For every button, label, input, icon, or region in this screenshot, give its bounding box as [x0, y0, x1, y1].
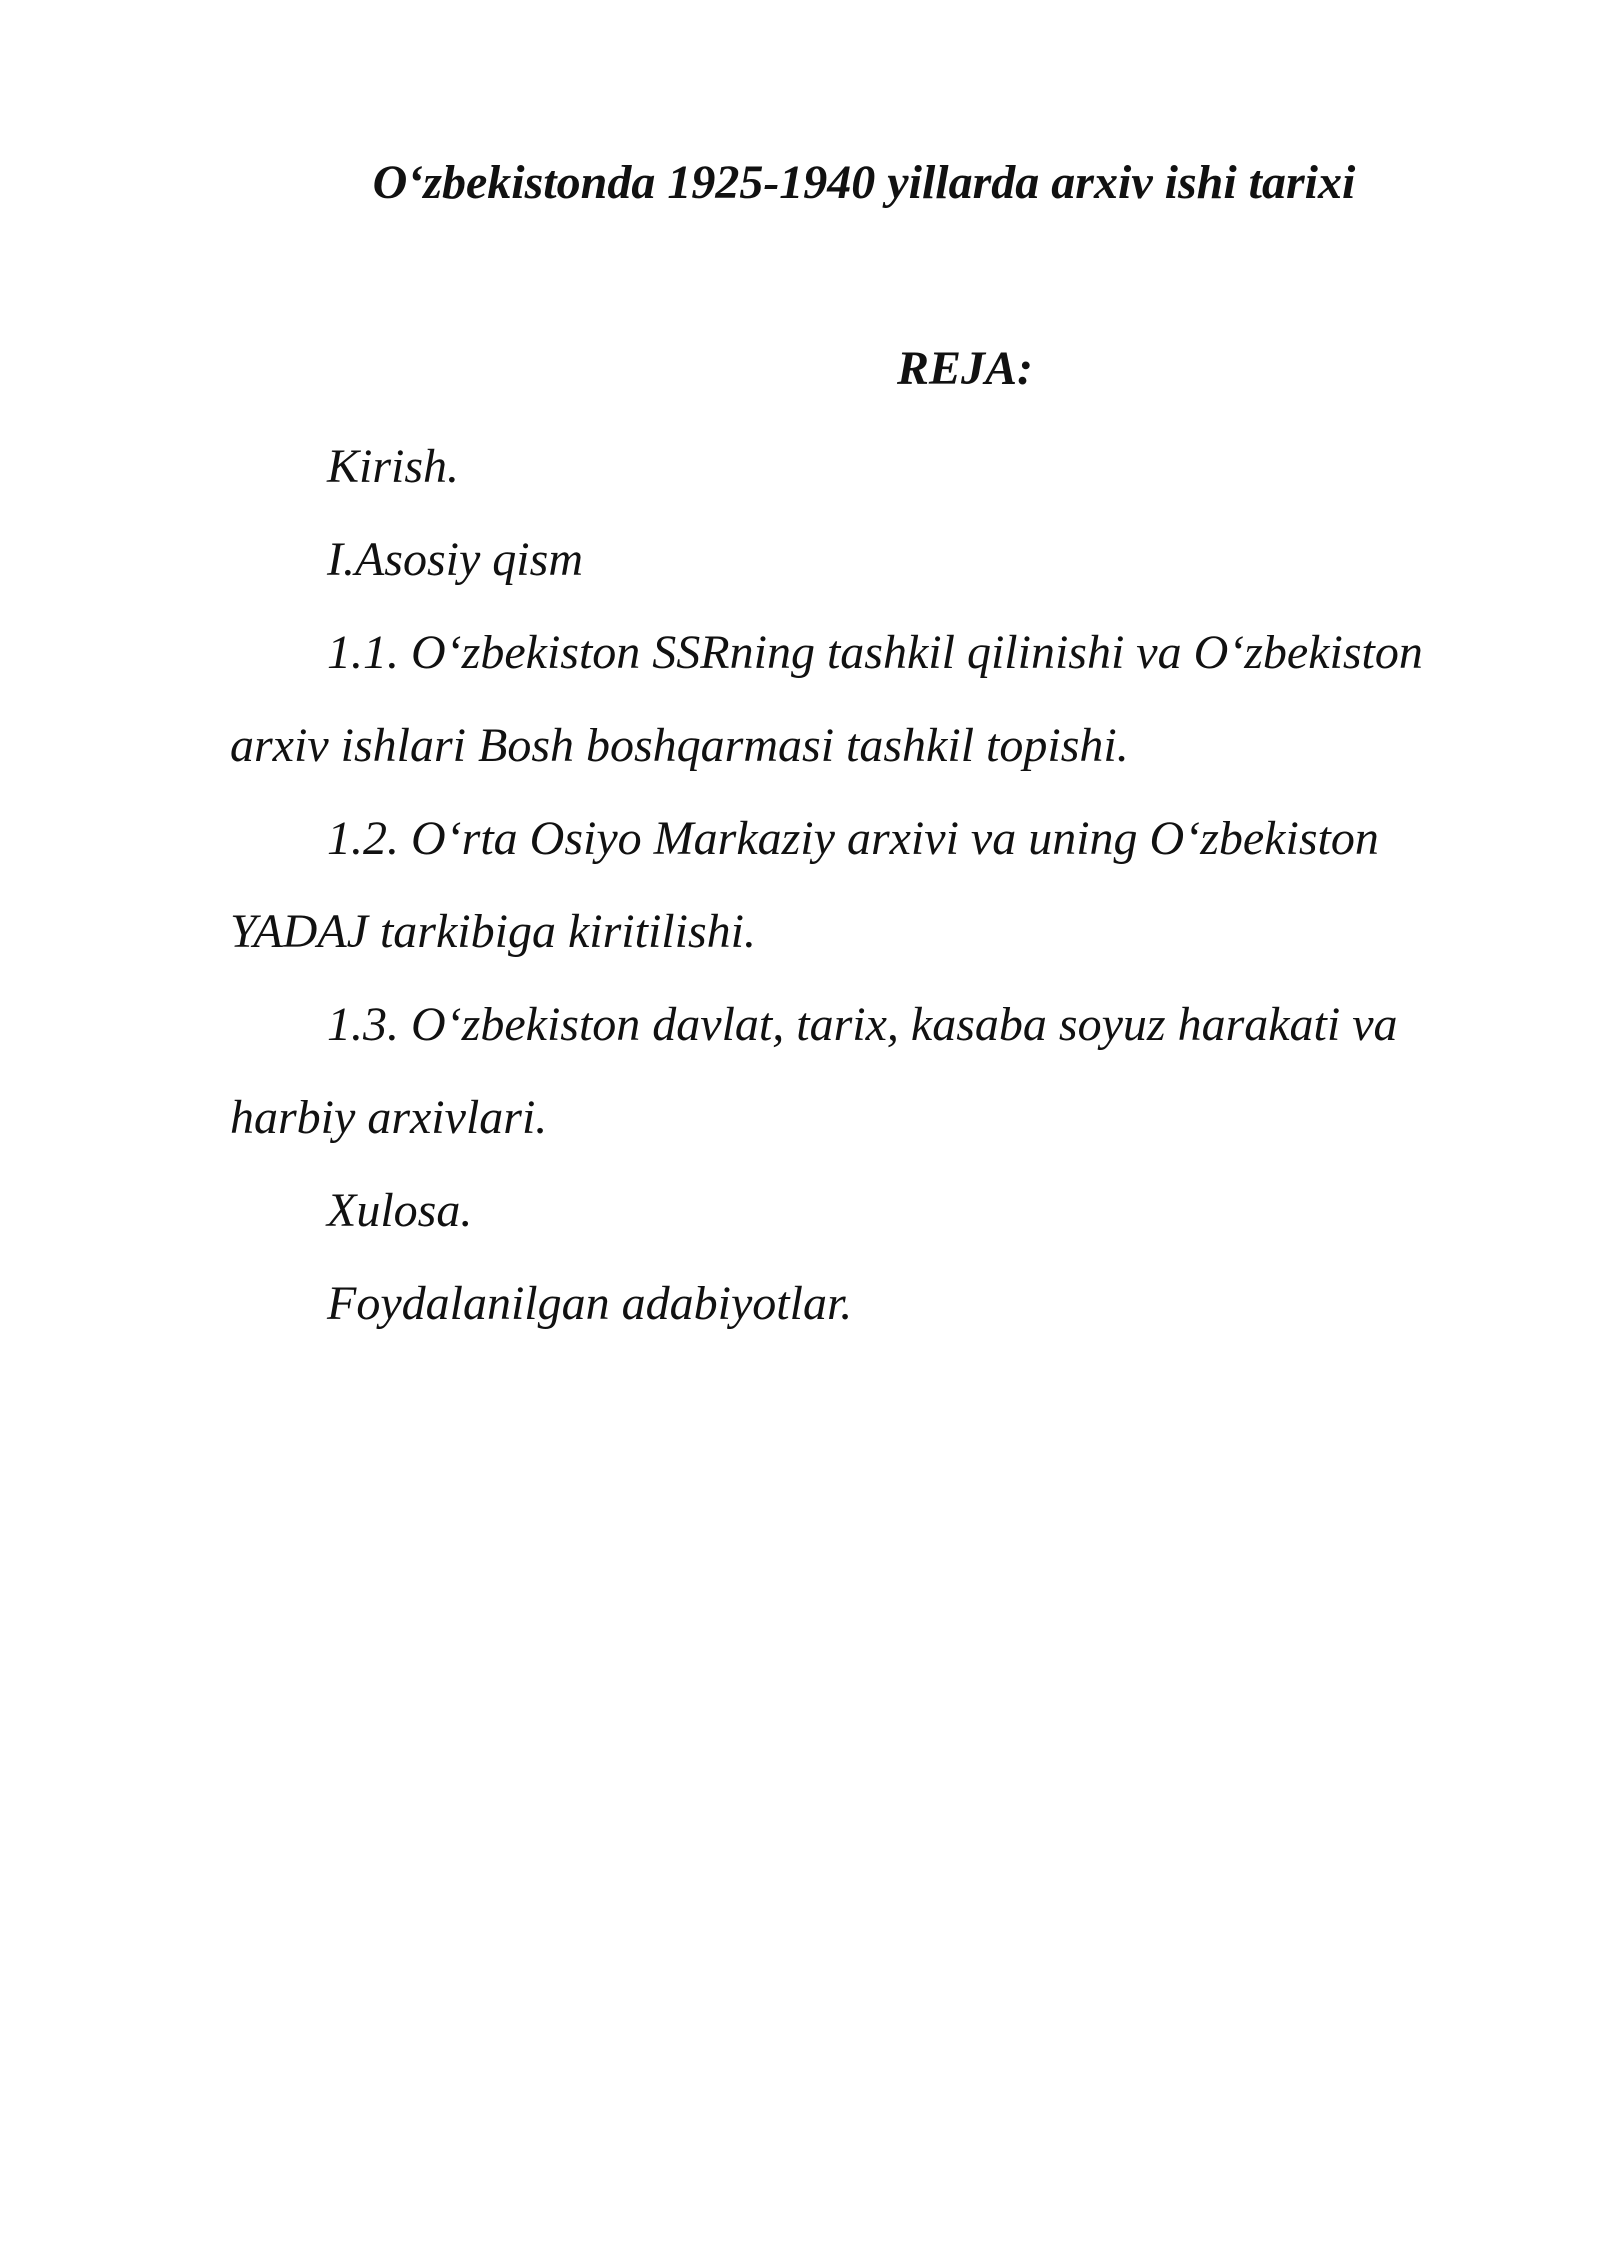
plan-item-section-1-3: 1.3. O‘zbekiston davlat, tarix, kasaba soyuz harakati va harbiy arxivlari. [230, 998, 1398, 1144]
plan-item-introduction: Kirish. [327, 440, 460, 493]
plan-list [230, 420, 1480, 1350]
plan-item-main-part: I.Asosiy qism [327, 533, 583, 586]
plan-item-section-1-2: 1.2. O‘rta Osiyo Markaziy arxivi va uning O‘zbekiston YADAJ tarkibiga kiritilishi. [230, 812, 1379, 958]
plan-heading: REJA: [896, 342, 1034, 395]
plan-item-conclusion: Xulosa. [327, 1184, 473, 1237]
plan-item-section-1-1: 1.1. O‘zbekiston SSRning tashkil qilinishi va O‘zbekiston arxiv ishlari Bosh boshqarmasi tashkil topishi. [230, 626, 1423, 772]
document-title: O‘zbekistonda 1925-1940 yillarda arxiv ishi tarixi [372, 156, 1356, 209]
plan-item-references: Foydalanilgan adabiyotlar. [327, 1277, 853, 1330]
